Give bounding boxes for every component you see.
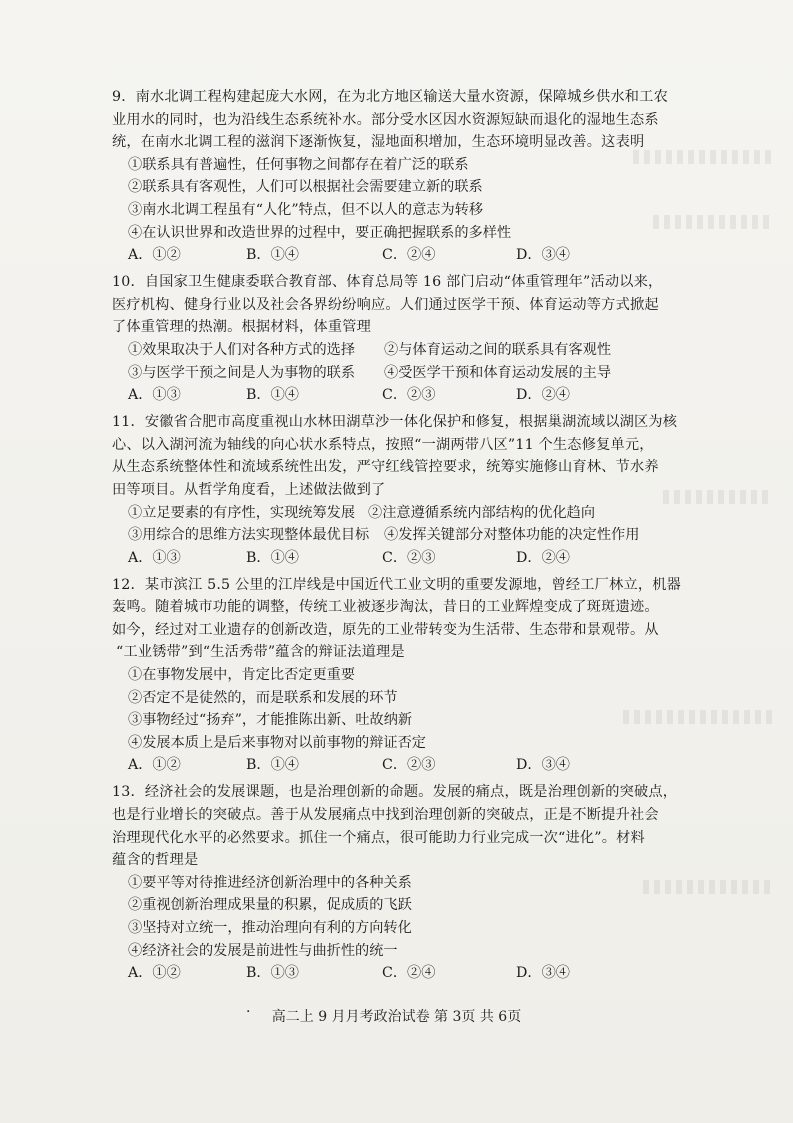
choice-d[interactable]: D．③④ — [516, 247, 570, 264]
choice-d[interactable]: D．②④ — [516, 549, 570, 566]
option-statement: ①立足要素的有序性，实现统筹发展 — [128, 504, 356, 521]
option-pair — [112, 502, 672, 525]
option-pair — [112, 524, 672, 547]
question-stem-line: 心、以入湖河流为轴线的向心状水系特点，按照“一湖两带八区”11 个生态修复单元， — [112, 436, 654, 453]
choice-a[interactable]: A．①③ — [128, 387, 181, 404]
question-11 — [112, 411, 678, 570]
question-stem-line: 如今，经过对工业遗存的创新改造，原先的工业带转变为生活带、生态带和景观带。从 — [112, 621, 659, 638]
option-statement: ②否定不是徒然的，而是联系和发展的环节 — [128, 689, 398, 706]
question-stem-line: 12．某市滨江 5.5 公里的江岸线是中国近代工业文明的重要发源地，曾经工厂林立，机器 — [112, 576, 681, 593]
answer-choices — [112, 384, 672, 407]
option-statement: ②与体育运动之间的联系具有客观性 — [384, 341, 612, 358]
option-statement: ③事物经过“扬弃”，才能推陈出新、吐故纳新 — [128, 712, 413, 729]
answer-choices — [112, 547, 672, 570]
question-stem-line: 蕴含的哲理是 — [112, 852, 199, 869]
option-pair — [112, 362, 672, 385]
question-stem-line: 轰鸣。随着城市功能的调整，传统工业被逐步淘汰，昔日的工业辉煌变成了斑斑遗迹。 — [112, 599, 659, 616]
choice-a[interactable]: A．①② — [128, 965, 181, 982]
answer-choices — [112, 754, 672, 777]
question-stem-line: 治理现代化水平的必然要求。抓住一个痛点，很可能助力行业完成一次“进化”。材料 — [112, 829, 645, 846]
answer-choices — [112, 244, 672, 267]
page-footer — [0, 1006, 793, 1026]
choice-d[interactable]: D．②④ — [516, 387, 570, 404]
option-statement: ②注意遵循系统内部结构的优化趋向 — [368, 504, 596, 521]
footer-dot: · — [246, 1004, 251, 1020]
question-stem-line: 从生态系统整体性和流域系统性出发，严守红线管控要求，统筹实施修山育林、节水养 — [112, 459, 659, 476]
choice-c[interactable]: C．②④ — [382, 965, 436, 982]
choice-b[interactable]: B．①④ — [246, 247, 299, 264]
choice-b[interactable]: B．①④ — [246, 387, 299, 404]
option-statement: ①在事物发展中，肯定比否定更重要 — [128, 667, 356, 684]
option-statement: ③用综合的思维方法实现整体最优目标 — [128, 527, 370, 544]
question-stem-line: 统，在南水北调工程的滋润下逐渐恢复，湿地面积增加，生态环境明显改善。这表明 — [112, 134, 645, 151]
option-statement: ③南水北调工程虽有“人化”特点，但不以人的意志为转移 — [128, 201, 484, 218]
choice-c[interactable]: C．②③ — [382, 387, 436, 404]
option-statement: ③坚持对立统一，推动治理向有利的方向转化 — [128, 920, 412, 936]
choice-b[interactable]: B．①④ — [246, 757, 299, 774]
option-statement: ①联系具有普遍性，任何事物之间都存在着广泛的联系 — [128, 156, 469, 173]
choice-d[interactable]: D．③④ — [516, 757, 570, 774]
question-stem-line: 10．自国家卫生健康委联合教育部、体育总局等 16 部门启动“体重管理年”活动以来， — [112, 274, 663, 291]
option-statement: ③与医学干预之间是人为事物的联系 — [128, 364, 356, 381]
question-stem-line: 11．安徽省合肥市高度重视山水林田湖草沙一体化保护和修复，根据巢湖流域以湖区为核 — [112, 414, 678, 431]
question-stem-line: 也是行业增长的突破点。善于从发展痛点中找到治理创新的突破点，正是不断提升社会 — [112, 807, 659, 824]
question-stem-line: 业用水的同时，也为沿线生态系统补水。部分受水区因水资源短缺而退化的湿地生态系 — [112, 111, 659, 128]
option-statement: ①要平等对待推进经济创新治理中的各种关系 — [128, 874, 412, 891]
question-stem-line: 田等项目。从哲学角度看，上述做法做到了 — [112, 481, 386, 498]
question-stem-line: 13．经济社会的发展课题，也是治理创新的命题。发展的痛点，既是治理创新的突破点， — [112, 784, 678, 801]
option-statement: ④发挥关键部分对整体功能的决定性作用 — [384, 527, 640, 544]
choice-d[interactable]: D．③④ — [516, 965, 570, 982]
choice-a[interactable]: A．①③ — [128, 549, 181, 566]
option-statement: ④经济社会的发展是前进性与曲折性的统一 — [128, 942, 398, 959]
question-10 — [112, 271, 672, 407]
option-statement: ④发展本质上是后来事物对以前事物的辩证否定 — [128, 734, 426, 751]
choice-a[interactable]: A．①② — [128, 247, 181, 264]
choice-b[interactable]: B．①③ — [246, 965, 299, 982]
option-statement: ②重视创新治理成果量的积累，促成质的飞跃 — [128, 897, 412, 914]
option-statement: ①效果取决于人们对各种方式的选择 — [128, 341, 356, 358]
question-12 — [112, 574, 681, 778]
answer-choices — [112, 962, 672, 985]
question-9 — [112, 86, 672, 267]
option-statement: ④在认识世界和改造世界的过程中，要正确把握联系的多样性 — [128, 224, 512, 241]
question-stem-line: 了体重管理的热潮。根据材料，体重管理 — [112, 319, 371, 336]
choice-a[interactable]: A．①② — [128, 757, 181, 774]
choice-c[interactable]: C．②③ — [382, 549, 436, 566]
question-stem-line: “工业锈带”到“生活秀带”蕴含的辩证法道理是 — [116, 644, 405, 661]
question-list — [112, 86, 681, 989]
choice-c[interactable]: C．②④ — [382, 247, 436, 264]
option-statement: ②联系具有客观性，人们可以根据社会需要建立新的联系 — [128, 179, 483, 196]
scan-noise — [663, 490, 773, 504]
question-stem-line: 9．南水北调工程构建起庞大水网，在为北方地区输送大量水资源，保障城乡供水和工农 — [112, 89, 668, 105]
question-stem-line: 医疗机构、健身行业以及社会各界纷纷响应。人们通过医学干预、体育运动等方式掀起 — [112, 296, 659, 313]
option-statement: ④受医学干预和体育运动发展的主导 — [384, 364, 612, 381]
choice-c[interactable]: C．②③ — [382, 757, 436, 774]
footer-text: 高二上 9 月月考政治试卷 第 3页 共 6页 — [271, 1009, 522, 1025]
question-13 — [112, 781, 678, 985]
option-pair — [112, 339, 672, 362]
choice-b[interactable]: B．①④ — [246, 549, 299, 566]
